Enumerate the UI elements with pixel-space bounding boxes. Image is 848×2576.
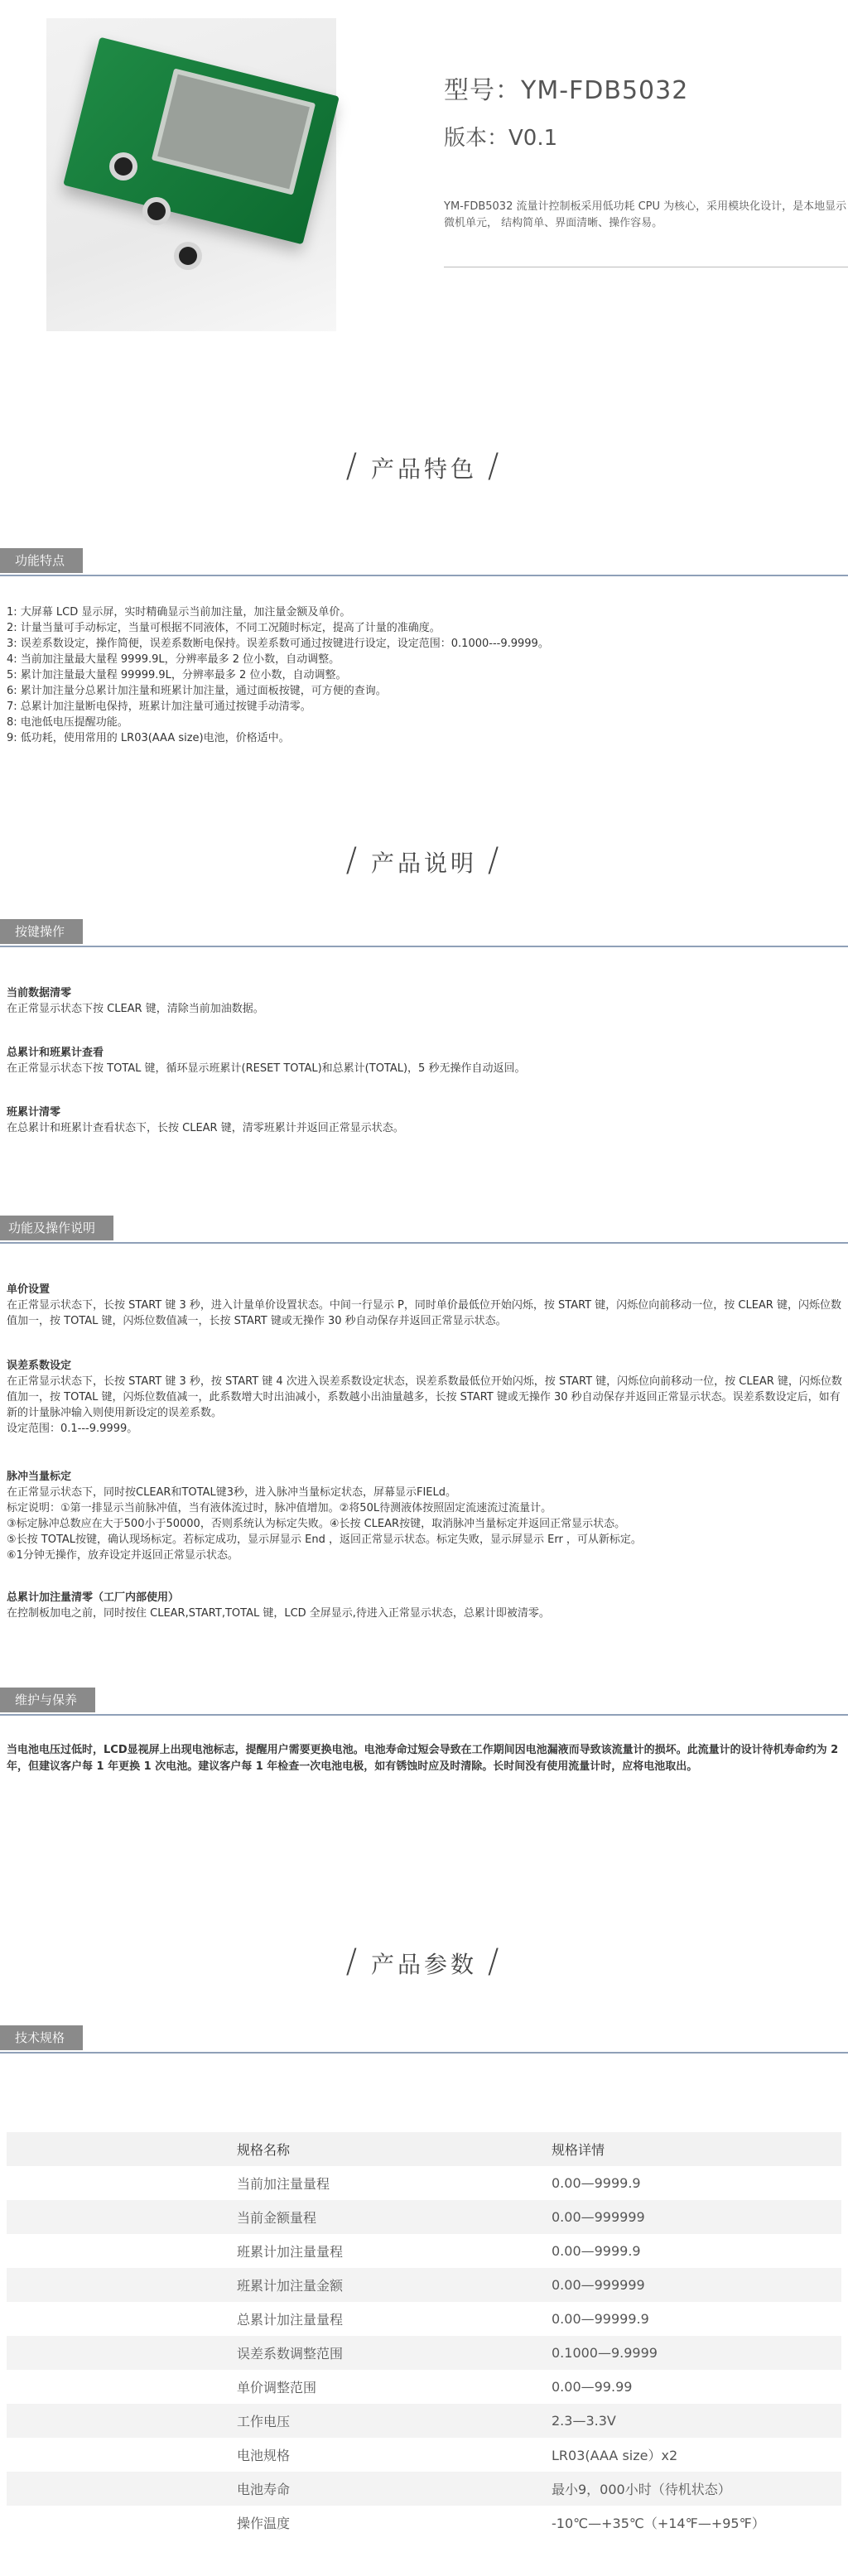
- spec-name-cell: 工作电压: [7, 2404, 552, 2438]
- pulse-line: ⑥1分钟无操作，放弃设定并返回正常显示状态。: [7, 1549, 238, 1562]
- table-row: [7, 2268, 841, 2302]
- spec-name-cell: 电池寿命: [7, 2472, 552, 2506]
- section-title-params: / 产品参数 /: [345, 1943, 503, 1981]
- divider: [0, 1714, 848, 1716]
- divider: [0, 575, 848, 576]
- tab-functions: 功能及操作说明: [0, 1216, 113, 1240]
- pulse-line: 标定说明：①第一排显示当前脉冲值，当有液体流过时，脉冲值增加。②将50L待测液体按照固定流速流过流量计。: [7, 1502, 552, 1514]
- spec-value-cell: 最小9，000小时（待机状态）: [552, 2472, 841, 2506]
- key-op-heading: 班累计清零: [7, 1106, 61, 1119]
- table-row: [7, 2506, 841, 2540]
- spec-value-cell: 0.00—99.99: [552, 2379, 633, 2395]
- pulse-calibration-block: [7, 1469, 845, 1563]
- version-label: 版本：V0.1: [444, 126, 558, 151]
- unit-price-body: 在正常显示状态下，长按 START 键 3 秒，进入计量单价设置状态。中间一行显示 P，同时单价最低位开始闪烁，按 START 键，闪烁位向前移动一位，按 CLEAR 键，闪烁位数值加一，按 TOTAL 键，闪烁位数值减一，长按 START 键或无操作 30 秒自动保存并返回正常显示状态。: [7, 1299, 841, 1327]
- feature-list: [7, 604, 845, 746]
- tab-specs: 技术规格: [0, 2025, 83, 2050]
- list-item: 9: 低功耗，使用常用的 LR03(AAA size)电池，价格适中。: [7, 732, 290, 744]
- tab-features: 功能特点: [0, 548, 83, 573]
- board-button-image: [147, 202, 166, 220]
- pulse-heading: 脉冲当量标定: [7, 1471, 72, 1483]
- list-item: 3: 误差系数设定，操作简便，误差系数断电保持。误差系数可通过按键进行设定，设定范围：0.1000---9.9999。: [7, 638, 549, 650]
- spec-name-cell: 班累计加注量金额: [7, 2268, 552, 2302]
- pulse-line: ⑤长按 TOTAL按键，确认现场标定。若标定成功，显示屏显示 End ，返回正常显示状态。标定失败，显示屏显示 Err ，可从新标定。: [7, 1534, 642, 1546]
- error-coef-range: 设定范围：0.1---9.9999。: [7, 1423, 138, 1435]
- table-row: [7, 2404, 841, 2438]
- divider: [0, 946, 848, 947]
- spec-name-cell: 误差系数调整范围: [7, 2336, 552, 2370]
- table-row: [7, 2234, 841, 2268]
- intro-text: YM-FDB5032 流量计控制板采用低功耗 CPU 为核心，采用模块化设计，是本地显示微机单元， 结构简单、界面清晰、操作容易。: [444, 200, 847, 229]
- spec-value-cell: 0.00—9999.9: [552, 2175, 641, 2191]
- spec-name-cell: 电池规格: [237, 2448, 291, 2463]
- board-button-image: [114, 157, 132, 176]
- spec-name-cell: 单价调整范围: [237, 2380, 317, 2395]
- product-photo: [46, 18, 336, 331]
- spec-table: [7, 2132, 841, 2540]
- total-reset-heading: 总累计加注量清零（工厂内部使用）: [7, 1591, 180, 1604]
- model-title: 型号：YM-FDB5032: [444, 76, 689, 105]
- spec-name-cell: 操作温度: [237, 2516, 291, 2531]
- spec-value-cell: 0.00—999999: [552, 2200, 841, 2234]
- table-row: [7, 2166, 841, 2200]
- board-button-image: [179, 247, 197, 265]
- spec-value-cell: 2.3—3.3V: [552, 2404, 841, 2438]
- list-item: 2: 计量当量可手动标定，当量可根据不同液体，不同工况随时标定，提高了计量的准确度。: [7, 622, 441, 634]
- list-item: 7: 总累计加注量断电保持，班累计加注量可通过按键手动清零。: [7, 701, 311, 713]
- spec-value-cell: -10℃—+35℃（+14℉—+95℉）: [552, 2516, 765, 2531]
- key-op-body: 在总累计和班累计查看状态下，长按 CLEAR 键，清零班累计并返回正常显示状态。: [7, 1122, 404, 1134]
- section-title-features: / 产品特色 /: [345, 447, 503, 485]
- table-row: [7, 2472, 841, 2506]
- unit-price-heading: 单价设置: [7, 1283, 51, 1296]
- maintenance-text: 当电池电压过低时，LCD显视屏上出现电池标志，提醒用户需要更换电池。电池寿命过短会导致在工作期间因电池漏液而导致该流量计的损坏。此流量计的设计待机寿命约为 2年，但建议客户每 1 年更换 1 次电池。建议客户每 1 年检查一次电池电极，如有锈蚀时应及时清除。长时间没有使用流量计时，应将电池取出。: [7, 1744, 839, 1773]
- list-item: 8: 电池低电压提醒功能。: [7, 716, 128, 729]
- table-row: [7, 2336, 841, 2370]
- table-row: [7, 2200, 841, 2234]
- total-reset-block: [7, 1590, 845, 1621]
- table-header: 规格详情: [552, 2132, 841, 2166]
- total-reset-body: 在控制板加电之前，同时按住 CLEAR,START,TOTAL 键，LCD 全屏显示,待进入正常显示状态，总累计即被清零。: [7, 1607, 550, 1620]
- table-header-row: [7, 2132, 841, 2166]
- spec-value-cell: 0.00—999999: [552, 2268, 841, 2302]
- section-title-description: / 产品说明 /: [345, 841, 503, 879]
- spec-value-cell: 0.00—9999.9: [552, 2243, 641, 2259]
- table-row: [7, 2370, 841, 2404]
- key-op-body: 在正常显示状态下按 CLEAR 键，清除当前加油数据。: [7, 1003, 264, 1015]
- key-op-block: [7, 1105, 845, 1136]
- pulse-line: 在正常显示状态下，同时按CLEAR和TOTAL键3秒，进入脉冲当量标定状态，屏幕显示FIELd。: [7, 1486, 456, 1499]
- spec-name-cell: 总累计加注量量程: [237, 2312, 344, 2328]
- key-op-body: 在正常显示状态下按 TOTAL 键，循环显示班累计(RESET TOTAL)和总累计(TOTAL)，5 秒无操作自动返回。: [7, 1062, 526, 1075]
- key-op-heading: 总累计和班累计查看: [7, 1047, 104, 1059]
- error-coef-block: [7, 1358, 845, 1437]
- tab-maintenance: 维护与保养: [0, 1688, 95, 1712]
- table-row: [7, 2438, 841, 2472]
- table-row: [7, 2302, 841, 2336]
- divider: [0, 2052, 848, 2054]
- spec-name-cell: 班累计加注量量程: [237, 2244, 344, 2260]
- pulse-line: ③标定脉冲总数应在大于500小于50000，否则系统认为标定失败。④长按 CLEAR按键，取消脉冲当量标定并返回正常显示状态。: [7, 1518, 626, 1530]
- spec-name-cell: 当前金额量程: [7, 2200, 552, 2234]
- spec-value-cell: LR03(AAA size）x2: [552, 2448, 678, 2463]
- key-op-heading: 当前数据清零: [7, 987, 72, 999]
- spec-value-cell: 0.00—99999.9: [552, 2311, 649, 2327]
- list-item: 4: 当前加注量最大量程 9999.9L，分辨率最多 2 位小数，自动调整。: [7, 653, 340, 666]
- key-op-block: [7, 1045, 845, 1076]
- spec-name-cell: 当前加注量量程: [237, 2176, 330, 2192]
- unit-price-block: [7, 1282, 845, 1329]
- title-block: [444, 70, 688, 152]
- list-item: 5: 累计加注量最大量程 99999.9L，分辨率最多 2 位小数，自动调整。: [7, 669, 347, 681]
- list-item: 1: 大屏幕 LCD 显示屏，实时精确显示当前加注量，加注量金额及单价。: [7, 606, 351, 619]
- tab-key-operations: 按键操作: [0, 919, 83, 944]
- divider: [0, 1242, 848, 1244]
- list-item: 6: 累计加注量分总累计加注量和班累计加注量，通过面板按键，可方便的查询。: [7, 685, 387, 697]
- error-coef-heading: 误差系数设定: [7, 1360, 72, 1372]
- key-op-block: [7, 985, 845, 1017]
- table-header: 规格名称: [7, 2132, 552, 2166]
- error-coef-body: 在正常显示状态下，长按 START 键 3 秒，按 START 键 4 次进入误差系数设定状态，误差系数最低位开始闪烁，按 START 键，闪烁位向前移动一位，按 CLEAR 键，闪烁位数值加一，按 TOTAL 键，闪烁位数值减一，此系数增大时出油减小，系数越小出油量越多，长按 START 键或无操作 30 秒自动保存并返回正常显示状态。误差系数设定后，如有新的计量脉冲输入则使用新设定的误差系数。: [7, 1375, 842, 1419]
- spec-value-cell: 0.1000—9.9999: [552, 2336, 841, 2370]
